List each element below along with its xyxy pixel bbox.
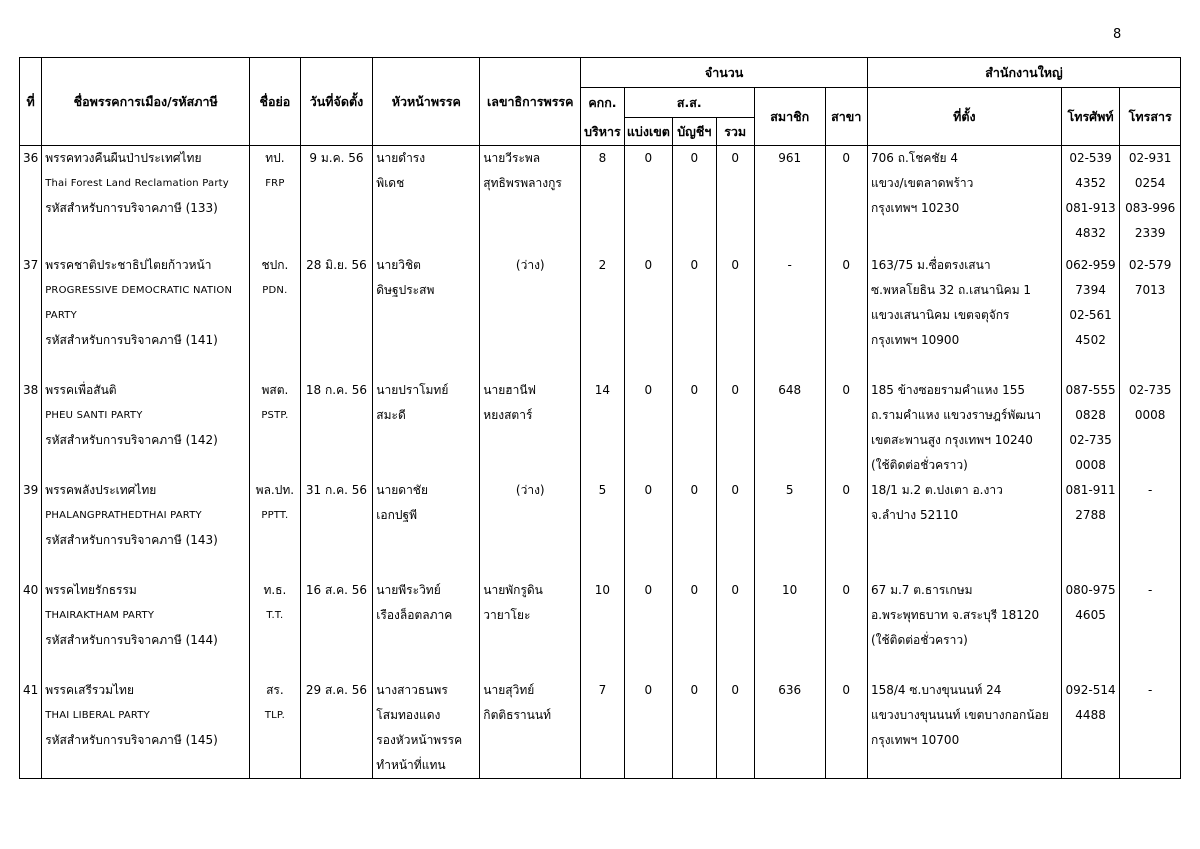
mp-total-count (716, 378, 754, 478)
fax-cell (1120, 378, 1181, 478)
header-hq-group: สำนักงานใหญ่ (867, 58, 1180, 88)
table-row (20, 478, 1181, 578)
table-row (20, 678, 1181, 779)
leader-cell (373, 378, 480, 478)
phone-line: 02-561 (1069, 307, 1112, 322)
mp-district-count (624, 378, 672, 478)
members-value: 648 (778, 382, 802, 397)
founded-date: 9 ม.ค. 56 (309, 151, 364, 165)
header-address: ที่ตั้ง (867, 88, 1061, 146)
abbr-en: T.T. (266, 609, 284, 621)
address-line: 67 ม.7 ต.ธารเกษม (870, 582, 973, 597)
leader-name: พิเดช (376, 176, 405, 190)
secretary-name: นายวีระพล (483, 151, 541, 165)
address-line: จ.ลำปาง 52110 (870, 507, 959, 522)
party-name-en: THAI LIBERAL PARTY (45, 709, 150, 721)
party-name-cell (42, 578, 250, 678)
table-row (20, 146, 1181, 253)
mp-district-count (624, 146, 672, 253)
secretary-name: นายสุวิทย์ (483, 682, 535, 697)
page-number: 8 (1113, 27, 1122, 42)
tax-code: รหัสสำหรับการบริจาคภาษี (141) (45, 332, 218, 347)
mp-district-count (624, 478, 672, 578)
exec-count-value: 8 (598, 151, 607, 165)
address-cell (867, 478, 1061, 578)
founded-date: 29 ส.ค. 56 (305, 682, 368, 697)
exec-count-value: 14 (594, 382, 611, 397)
row-number (20, 478, 42, 578)
mp-list-value: 0 (690, 382, 699, 397)
exec-count (581, 478, 624, 578)
date-cell (300, 378, 373, 478)
row-number-text: 41 (22, 682, 39, 697)
party-name-th: พรรคชาติประชาธิปไตยก้าวหน้า (45, 257, 212, 272)
fax-line: 02-735 (1128, 382, 1172, 397)
mp-list-count (673, 478, 716, 578)
leader-name: เรืองล็อตลภาค (376, 607, 453, 622)
header-branches: สาขา (825, 88, 867, 146)
party-name-th: พรรคพลังประเทศไทย (45, 482, 157, 497)
members-count (754, 578, 825, 678)
secretary-name: กิตติธรานนท์ (483, 707, 551, 722)
header-mp-list: บัญชีฯ (673, 118, 716, 146)
branches-value: 0 (842, 582, 851, 597)
founded-date: 31 ก.ค. 56 (305, 482, 367, 497)
mp-district-value: 0 (644, 582, 653, 597)
abbr-en: PSTP. (261, 409, 289, 421)
branches-value: 0 (842, 151, 851, 165)
address-line: 158/4 ซ.บางขุนนนท์ 24 (870, 682, 1002, 697)
secretary-cell (480, 253, 581, 378)
fax-line: 02-579 (1128, 257, 1172, 272)
abbr-th: ท.ธ. (263, 582, 287, 597)
secretary-name: นายพักรูดิน (483, 582, 543, 597)
address-line: ซ.พหลโยธิน 32 ถ.เสนานิคม 1 (870, 282, 1032, 297)
mp-district-value: 0 (644, 482, 653, 497)
date-cell (300, 146, 373, 253)
abbr-cell (250, 578, 300, 678)
row-number (20, 578, 42, 678)
abbr-cell (250, 478, 300, 578)
mp-total-value: 0 (731, 682, 739, 697)
header-mp-group: ส.ส. (624, 88, 754, 118)
secretary-cell (480, 146, 581, 253)
leader-name: นายดาชัย (376, 482, 428, 497)
phone-line: 080-975 (1065, 582, 1116, 597)
leader-name: ดิษฐประสพ (376, 282, 435, 297)
address-cell (867, 578, 1061, 678)
abbr-en: PDN. (262, 284, 288, 296)
address-line: 18/1 ม.2 ต.ปงเตา อ.งาว (870, 482, 1003, 497)
abbr-th: ทป. (265, 151, 285, 165)
date-cell (300, 253, 373, 378)
fax-cell (1120, 578, 1181, 678)
party-table (19, 57, 1181, 779)
fax-line: 0254 (1134, 176, 1166, 190)
founded-date: 28 มิ.ย. 56 (306, 257, 367, 272)
secretary-name: หยงสตาร์ (483, 407, 533, 422)
exec-count-value: 7 (598, 682, 607, 697)
secretary-name: (ว่าง) (515, 257, 545, 272)
header-secretary: เลขาธิการพรรค (480, 58, 581, 146)
members-value: 5 (785, 482, 794, 497)
secretary-cell (480, 678, 581, 779)
party-name-cell (42, 146, 250, 253)
mp-total-value: 0 (731, 382, 739, 397)
branches-value: 0 (842, 682, 851, 697)
header-count-group: จำนวน (581, 58, 868, 88)
branches-count (825, 578, 867, 678)
founded-date: 16 ส.ค. 56 (305, 582, 368, 597)
mp-district-count (624, 678, 672, 779)
date-cell (300, 678, 373, 779)
branches-value: 0 (842, 382, 851, 397)
exec-count (581, 253, 624, 378)
address-line: (ใช้ติดต่อชั่วคราว) (870, 457, 968, 472)
mp-district-value: 0 (644, 257, 653, 272)
exec-count-value: 10 (594, 582, 611, 597)
party-name-th: พรรคเสรีรวมไทย (45, 682, 134, 697)
row-number (20, 146, 42, 253)
mp-list-count (673, 253, 716, 378)
leader-cell (373, 253, 480, 378)
abbr-cell (250, 253, 300, 378)
party-name-en: PARTY (45, 309, 77, 321)
leader-cell (373, 678, 480, 779)
header-exec-1: คกก. (581, 88, 624, 118)
branches-value: 0 (842, 257, 851, 272)
header-abbr: ชื่อย่อ (250, 58, 300, 146)
leader-cell (373, 478, 480, 578)
phone-cell (1061, 378, 1120, 478)
address-line: กรุงเทพฯ 10700 (870, 732, 960, 747)
row-number-text: 39 (22, 482, 39, 497)
mp-list-count (673, 146, 716, 253)
mp-list-count (673, 578, 716, 678)
table-row (20, 253, 1181, 378)
phone-line: 02-539 (1069, 151, 1112, 165)
abbr-cell (250, 378, 300, 478)
phone-line: 7394 (1075, 282, 1106, 297)
exec-count (581, 578, 624, 678)
header-date: วันที่จัดตั้ง (300, 58, 373, 146)
address-line: เขตสะพานสูง กรุงเทพฯ 10240 (870, 432, 1033, 447)
tax-code: รหัสสำหรับการบริจาคภาษี (144) (45, 632, 218, 647)
address-cell (867, 253, 1061, 378)
members-count (754, 146, 825, 253)
party-name-cell (42, 678, 250, 779)
mp-total-value: 0 (731, 257, 739, 272)
leader-cell (373, 578, 480, 678)
mp-list-value: 0 (690, 482, 699, 497)
branches-count (825, 146, 867, 253)
abbr-th: พล.ปท. (255, 482, 295, 497)
phone-line: 4488 (1075, 707, 1106, 722)
branches-count (825, 478, 867, 578)
members-count (754, 253, 825, 378)
tax-code: รหัสสำหรับการบริจาคภาษี (142) (45, 432, 218, 447)
secretary-name: นายฮานีฟ (483, 382, 537, 397)
row-number (20, 253, 42, 378)
party-name-en: PHALANGPRATHEDTHAI PARTY (45, 509, 202, 521)
mp-total-count (716, 146, 754, 253)
date-cell (300, 578, 373, 678)
leader-name: รองหัวหน้าพรรค (376, 732, 463, 747)
phone-cell (1061, 478, 1120, 578)
phone-cell (1061, 146, 1120, 253)
party-name-en: THAIRAKTHAM PARTY (45, 609, 155, 621)
phone-line: 2788 (1075, 507, 1106, 522)
row-number-text: 37 (22, 257, 39, 272)
abbr-cell (250, 678, 300, 779)
mp-total-count (716, 578, 754, 678)
address-cell (867, 146, 1061, 253)
mp-total-count (716, 678, 754, 779)
address-line: กรุงเทพฯ 10900 (870, 332, 960, 347)
secretary-name: (ว่าง) (515, 482, 545, 497)
abbr-en: TLP. (264, 709, 285, 721)
phone-line: 092-514 (1065, 682, 1116, 697)
fax-cell (1120, 253, 1181, 378)
secretary-cell (480, 378, 581, 478)
leader-cell (373, 146, 480, 253)
party-name-en: PROGRESSIVE DEMOCRATIC NATION (45, 284, 233, 296)
party-name-th: พรรคเพื่อสันติ (45, 382, 117, 397)
address-line: กรุงเทพฯ 10230 (870, 201, 960, 215)
header-no: ที่ (20, 58, 42, 146)
table-row (20, 378, 1181, 478)
branches-count (825, 678, 867, 779)
leader-name: ทำหน้าที่แทน (376, 757, 446, 772)
mp-list-count (673, 378, 716, 478)
branches-count (825, 253, 867, 378)
leader-name: นายวิชิต (376, 257, 421, 272)
address-cell (867, 378, 1061, 478)
mp-district-value: 0 (644, 151, 653, 165)
header-mp-district: แบ่งเขต (624, 118, 672, 146)
leader-name: โสมทองแดง (376, 707, 441, 722)
phone-line: 02-735 (1069, 432, 1112, 447)
secretary-name: สุทธิพรพลางกูร (483, 176, 562, 190)
phone-cell (1061, 578, 1120, 678)
phone-cell (1061, 678, 1120, 779)
address-line: (ใช้ติดต่อชั่วคราว) (870, 632, 968, 647)
leader-name: เอกปฐพี (376, 507, 418, 522)
members-count (754, 678, 825, 779)
header-exec-2: บริหาร (581, 118, 624, 146)
address-line: แขวง/เขตลาดพร้าว (870, 176, 974, 190)
row-number (20, 678, 42, 779)
leader-name: นายพีระวิทย์ (376, 582, 441, 597)
row-number (20, 378, 42, 478)
fax-line: 083-996 (1125, 201, 1176, 215)
abbr-cell (250, 146, 300, 253)
phone-cell (1061, 253, 1120, 378)
mp-total-value: 0 (731, 151, 739, 165)
phone-line: 4502 (1075, 332, 1106, 347)
mp-district-count (624, 253, 672, 378)
header-mp-total: รวม (716, 118, 754, 146)
phone-line: 0008 (1075, 457, 1106, 472)
phone-line: 087-555 (1065, 382, 1116, 397)
mp-total-count (716, 478, 754, 578)
party-name-cell (42, 478, 250, 578)
address-line: 706 ถ.โชคชัย 4 (870, 151, 959, 165)
exec-count (581, 146, 624, 253)
fax-line: - (1148, 682, 1153, 697)
founded-date: 18 ก.ค. 56 (305, 382, 367, 397)
date-cell (300, 478, 373, 578)
mp-district-count (624, 578, 672, 678)
exec-count-value: 2 (598, 257, 607, 272)
abbr-en: PPTT. (261, 509, 289, 521)
phone-line: 4352 (1075, 176, 1106, 190)
fax-cell (1120, 678, 1181, 779)
members-count (754, 478, 825, 578)
fax-line: 02-931 (1128, 151, 1172, 165)
party-name-cell (42, 378, 250, 478)
mp-total-count (716, 253, 754, 378)
party-name-cell (42, 253, 250, 378)
phone-line: 062-959 (1065, 257, 1116, 272)
mp-list-value: 0 (690, 582, 699, 597)
row-number-text: 38 (22, 382, 39, 397)
fax-cell (1120, 146, 1181, 253)
row-number-text: 36 (22, 151, 39, 165)
members-value: 961 (778, 151, 802, 165)
mp-district-value: 0 (644, 382, 653, 397)
tax-code: รหัสสำหรับการบริจาคภาษี (143) (45, 532, 218, 547)
members-value: 10 (782, 582, 798, 597)
abbr-th: พสต. (261, 382, 289, 397)
address-line: แขวงเสนานิคม เขตจตุจักร (870, 307, 1010, 322)
fax-line: - (1148, 482, 1153, 497)
phone-line: 081-913 (1065, 201, 1116, 215)
mp-district-value: 0 (644, 682, 653, 697)
secretary-name: วายาโยะ (483, 607, 531, 622)
exec-count (581, 378, 624, 478)
header-leader: หัวหน้าพรรค (373, 58, 480, 146)
abbr-en: FRP (265, 178, 285, 189)
fax-cell (1120, 478, 1181, 578)
address-line: ถ.รามคำแหง แขวงราษฎร์พัฒนา (870, 407, 1042, 422)
abbr-th: สร. (266, 682, 284, 697)
abbr-th: ชปก. (261, 257, 289, 272)
exec-count-value: 5 (598, 482, 607, 497)
phone-line: 081-911 (1065, 482, 1116, 497)
address-line: แขวงบางขุนนนท์ เขตบางกอกน้อย (870, 707, 1049, 722)
mp-total-value: 0 (731, 582, 739, 597)
secretary-cell (480, 478, 581, 578)
party-name-th: พรรคทวงคืนผืนป่าประเทศไทย (45, 151, 202, 165)
members-value: - (787, 257, 792, 272)
address-line: อ.พระพุทธบาท จ.สระบุรี 18120 (870, 607, 1040, 622)
tax-code: รหัสสำหรับการบริจาคภาษี (133) (45, 201, 218, 215)
header-fax: โทรสาร (1120, 88, 1181, 146)
fax-line: 7013 (1134, 282, 1166, 297)
leader-name: นายปราโมทย์ (376, 382, 449, 397)
fax-line: 2339 (1134, 226, 1166, 240)
branches-value: 0 (842, 482, 851, 497)
party-name-th: พรรคไทยรักธรรม (45, 582, 137, 597)
header-phone: โทรศัพท์ (1061, 88, 1120, 146)
leader-name: สมะดี (376, 407, 406, 422)
tax-code: รหัสสำหรับการบริจาคภาษี (145) (45, 732, 218, 747)
mp-list-value: 0 (690, 682, 699, 697)
mp-list-value: 0 (690, 257, 699, 272)
table-row (20, 578, 1181, 678)
phone-line: 0828 (1075, 407, 1106, 422)
address-line: 163/75 ม.ซื่อตรงเสนา (870, 257, 991, 272)
mp-total-value: 0 (731, 482, 739, 497)
secretary-cell (480, 578, 581, 678)
leader-name: นางสาวธนพร (376, 682, 448, 697)
branches-count (825, 378, 867, 478)
address-line: 185 ข้างซอยรามคำแหง 155 (870, 382, 1025, 397)
row-number-text: 40 (22, 582, 39, 597)
header-name: ชื่อพรรคการเมือง/รหัสภาษี (42, 58, 250, 146)
fax-line: - (1148, 582, 1153, 597)
exec-count (581, 678, 624, 779)
party-name-en: Thai Forest Land Reclamation Party (45, 178, 229, 189)
header-members: สมาชิก (754, 88, 825, 146)
phone-line: 4605 (1075, 607, 1106, 622)
address-cell (867, 678, 1061, 779)
members-count (754, 378, 825, 478)
phone-line: 4832 (1075, 226, 1106, 240)
mp-list-count (673, 678, 716, 779)
leader-name: นายดำรง (376, 151, 426, 165)
mp-list-value: 0 (690, 151, 699, 165)
fax-line: 0008 (1134, 407, 1166, 422)
party-name-en: PHEU SANTI PARTY (45, 409, 143, 421)
members-value: 636 (778, 682, 802, 697)
